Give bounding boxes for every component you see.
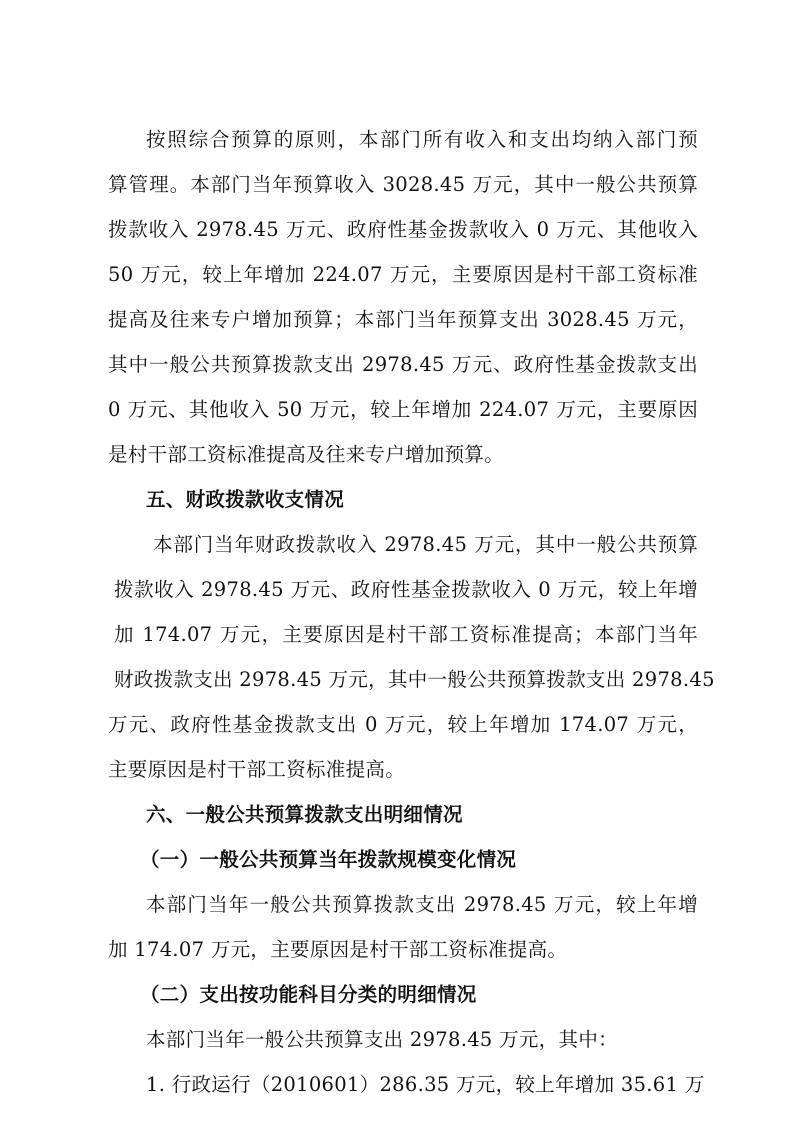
section-heading-5: 五、财政拨款收支情况 (146, 488, 345, 511)
paragraph-line: 其中一般公共预算拨款支出 2978.45 万元、政府性基金拨款支出 (108, 353, 698, 376)
paragraph-line: 1. 行政运行（2010601）286.35 万元，较上年增加 35.61 万 (146, 1073, 705, 1096)
paragraph-line: 50 万元，较上年增加 224.07 万元，主要原因是村干部工资标准 (108, 263, 698, 286)
paragraph-line: 本部门当年一般公共预算拨款支出 2978.45 万元，较上年增 (146, 893, 698, 916)
paragraph-line: 按照综合预算的原则，本部门所有收入和支出均纳入部门预 (146, 128, 698, 151)
paragraph-line: 加 174.07 万元，主要原因是村干部工资标准提高。 (108, 938, 568, 961)
section-heading-6: 六、一般公共预算拨款支出明细情况 (146, 803, 463, 826)
paragraph-line: 0 万元、其他收入 50 万元，较上年增加 224.07 万元，主要原因 (108, 398, 698, 421)
paragraph-line: 算管理。本部门当年预算收入 3028.45 万元，其中一般公共预算 (108, 173, 698, 196)
paragraph-line: 本部门当年一般公共预算支出 2978.45 万元，其中： (146, 1028, 618, 1051)
paragraph-line: 拨款收入 2978.45 万元、政府性基金拨款收入 0 万元，较上年增 (114, 578, 698, 601)
paragraph-line: 万元、政府性基金拨款支出 0 万元，较上年增加 174.07 万元， (108, 713, 698, 736)
paragraph-line: 加 174.07 万元，主要原因是村干部工资标准提高；本部门当年 (114, 623, 698, 646)
subsection-heading-2: （二）支出按功能科目分类的明细情况 (140, 983, 477, 1006)
paragraph-line: 财政拨款支出 2978.45 万元，其中一般公共预算拨款支出 2978.45 (114, 668, 715, 691)
paragraph-line: 是村干部工资标准提高及往来专户增加预算。 (108, 443, 505, 466)
paragraph-line: 主要原因是村干部工资标准提高。 (108, 758, 406, 781)
paragraph-line: 拨款收入 2978.45 万元、政府性基金拨款收入 0 万元、其他收入 (108, 218, 698, 241)
subsection-heading-1: （一）一般公共预算当年拨款规模变化情况 (140, 848, 517, 871)
paragraph-line: 提高及往来专户增加预算；本部门当年预算支出 3028.45 万元， (108, 308, 698, 331)
paragraph-line: 本部门当年财政拨款收入 2978.45 万元，其中一般公共预算 (153, 533, 698, 556)
